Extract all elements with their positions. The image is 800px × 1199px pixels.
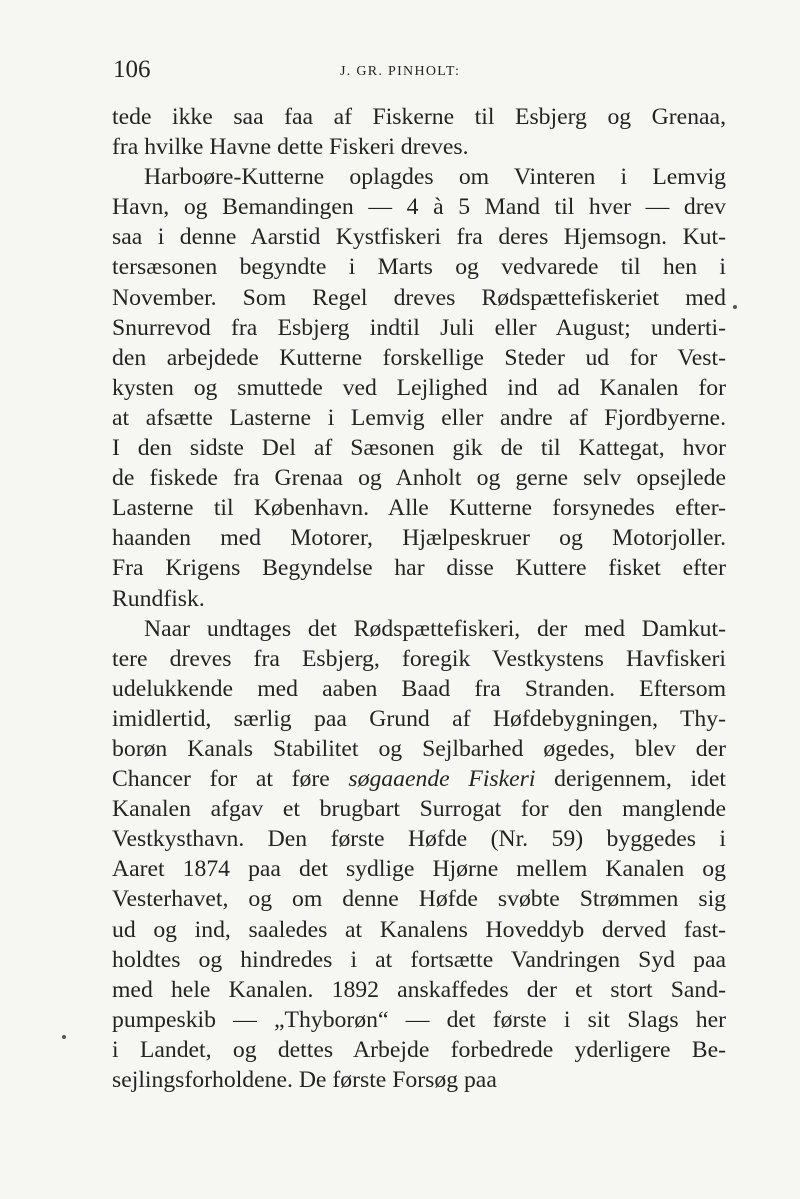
text-segment: Chancer for at føre [112, 766, 330, 793]
text-line: Kanalen afgav et brugbart Surrogat for den manglende [112, 796, 726, 823]
text-line: Lasterne til København. Alle Kutterne forsynedes efter- [112, 495, 726, 522]
text-line: tersæsonen begyndte i Marts og vedvarede til hen i [112, 254, 726, 281]
text-line: Vesterhavet, og om denne Høfde svøbte Strømmen sig [112, 886, 726, 913]
text-line: Naar undtages det Rødspættefiskeri, der med Damkut- [144, 615, 726, 642]
text-line-with-italic [112, 764, 726, 794]
text-line: Vestkysthavn. Den første Høfde (Nr. 59) byggedes i [112, 826, 726, 853]
text-line: den arbejdede Kutterne forskellige Steder ud for Vest- [112, 344, 726, 371]
body-text [112, 102, 726, 1095]
text-line: I den sidste Del af Sæsonen gik de til Kattegat, hvor [112, 435, 726, 462]
text-line: de fiskede fra Grenaa og Anholt og gerne selv opsejlede [112, 465, 726, 492]
text-line: udelukkende med aaben Baad fra Stranden. Eftersom [112, 675, 726, 702]
text-line: i Landet, og dettes Arbejde forbedrede yderligere Be- [112, 1036, 726, 1063]
text-line: holdtes og hindredes i at fortsætte Vandringen Syd paa [112, 946, 726, 973]
running-head: J. GR. PINHOLT: [340, 64, 461, 79]
text-line: kysten og smuttede ved Lejlighed ind ad Kanalen for [112, 374, 726, 401]
text-line: fra hvilke Havne dette Fiskeri dreves. [112, 134, 469, 161]
text-line: ud og ind, saaledes at Kanalens Hoveddyb derved fast- [112, 916, 726, 943]
text-line: med hele Kanalen. 1892 anskaffedes der et stort Sand- [112, 976, 726, 1003]
text-line: tede ikke saa faa af Fiskerne til Esbjerg og Grenaa, [112, 104, 726, 130]
page-number: 106 [113, 56, 151, 83]
text-line: Snurrevod fra Esbjerg indtil Juli eller August; underti- [112, 314, 726, 341]
text-line: imidlertid, særlig paa Grund af Høfdebygningen, Thy- [112, 705, 726, 732]
text-line: sejlingsforholdene. De første Forsøg paa [112, 1067, 497, 1093]
text-line: borøn Kanals Stabilitet og Sejlbarhed øgedes, blev der [112, 735, 726, 762]
text-line: Harboøre-Kutterne oplagdes om Vinteren i Lemvig [144, 164, 726, 191]
text-segment: derigennem, idet [554, 766, 727, 793]
text-line: at afsætte Lasterne i Lemvig eller andre af Fjordbyerne. [112, 404, 726, 431]
text-line: Fra Krigens Begyndelse har disse Kuttere fisket efter [112, 555, 726, 582]
page-header [113, 56, 721, 92]
text-line: haanden med Motorer, Hjælpeskruer og Motorjoller. [112, 525, 726, 552]
text-line: Aaret 1874 paa det sydlige Hjørne mellem Kanalen og [112, 856, 726, 883]
text-line: saa i denne Aarstid Kystfiskeri fra deres Hjemsogn. Kut- [112, 224, 726, 251]
text-line: November. Som Regel dreves Rødspættefiskeriet med [112, 284, 726, 311]
text-line: tere dreves fra Esbjerg, foregik Vestkystens Havfiskeri [112, 645, 726, 672]
text-line: Havn, og Bemandingen — 4 à 5 Mand til hver — drev [112, 194, 726, 221]
text-line: Rundfisk. [112, 585, 205, 612]
paper-speck [62, 1035, 66, 1039]
text-line: pumpeskib — „Thyborøn“ — det første i sit Slags her [112, 1006, 726, 1033]
paper-speck [733, 305, 737, 309]
italic-term: søgaaende Fiskeri [348, 766, 536, 793]
